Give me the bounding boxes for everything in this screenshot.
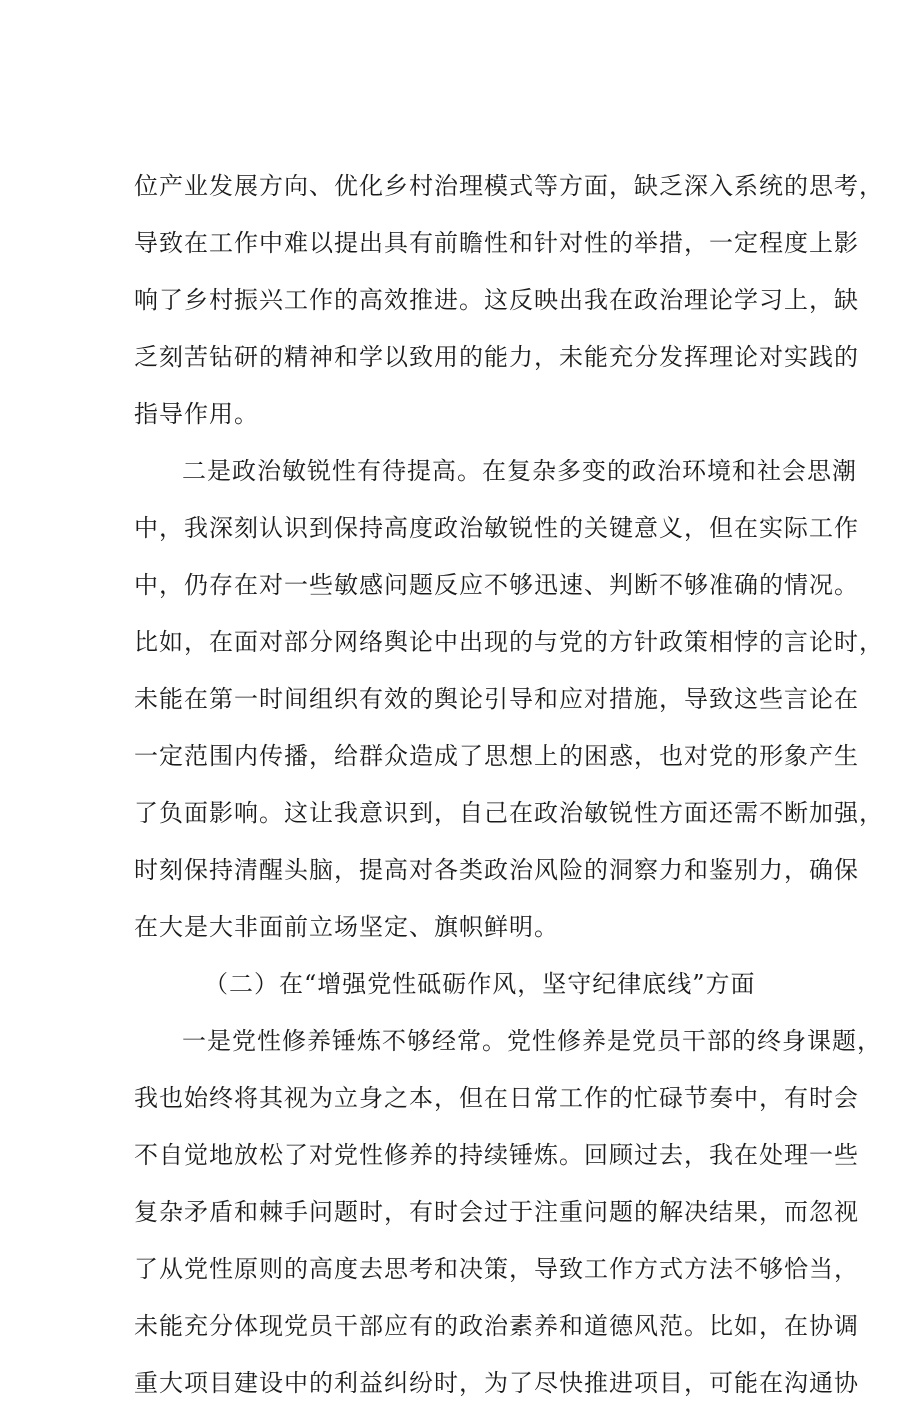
text-line: 中，我深刻认识到保持高度政治敏锐性的关键意义，但在实际工作	[134, 514, 859, 542]
paragraph-1	[134, 158, 884, 443]
text-line: 在大是大非面前立场坚定、旗帜鲜明。	[134, 913, 559, 941]
text-line: 比如，在面对部分网络舆论中出现的与党的方针政策相悖的言论时，	[134, 628, 884, 656]
text-line: 不自觉地放松了对党性修养的持续锤炼。回顾过去，我在处理一些	[134, 1141, 859, 1169]
text-line: 了从党性原则的高度去思考和决策，导致工作方式方法不够恰当，	[134, 1255, 859, 1283]
text-line: 响了乡村振兴工作的高效推进。这反映出我在政治理论学习上，缺	[134, 286, 859, 314]
text-line: 二是政治敏锐性有待提高。在复杂多变的政治环境和社会思潮	[182, 457, 857, 485]
text-line: 导致在工作中难以提出具有前瞻性和针对性的举措，一定程度上影	[134, 229, 859, 257]
text-line: 一是党性修养锤炼不够经常。党性修养是党员干部的终身课题，	[182, 1027, 882, 1055]
paragraph-2	[134, 443, 884, 956]
section-heading: （二）在“增强党性砥砺作风，坚守纪律底线”方面	[204, 970, 756, 998]
paragraph-3	[134, 1013, 882, 1412]
text-line: 未能充分体现党员干部应有的政治素养和道德风范。比如，在协调	[134, 1312, 859, 1340]
text-line: 中，仍存在对一些敏感问题反应不够迅速、判断不够准确的情况。	[134, 571, 859, 599]
text-line: 复杂矛盾和棘手问题时，有时会过于注重问题的解决结果，而忽视	[134, 1198, 859, 1226]
text-line: 时刻保持清醒头脑，提高对各类政治风险的洞察力和鉴别力，确保	[134, 856, 859, 884]
text-line: 一定范围内传播，给群众造成了思想上的困惑，也对党的形象产生	[134, 742, 859, 770]
document-body	[134, 158, 884, 1412]
text-line: 未能在第一时间组织有效的舆论引导和应对措施，导致这些言论在	[134, 685, 859, 713]
text-line: 了负面影响。这让我意识到，自己在政治敏锐性方面还需不断加强，	[134, 799, 884, 827]
text-line: 乏刻苦钻研的精神和学以致用的能力，未能充分发挥理论对实践的	[134, 343, 859, 371]
text-line: 我也始终将其视为立身之本，但在日常工作的忙碌节奏中，有时会	[134, 1084, 859, 1112]
text-line: 重大项目建设中的利益纠纷时，为了尽快推进项目，可能在沟通协	[134, 1369, 859, 1397]
text-line: 位产业发展方向、优化乡村治理模式等方面，缺乏深入系统的思考，	[134, 172, 884, 200]
text-line: 指导作用。	[134, 400, 259, 428]
